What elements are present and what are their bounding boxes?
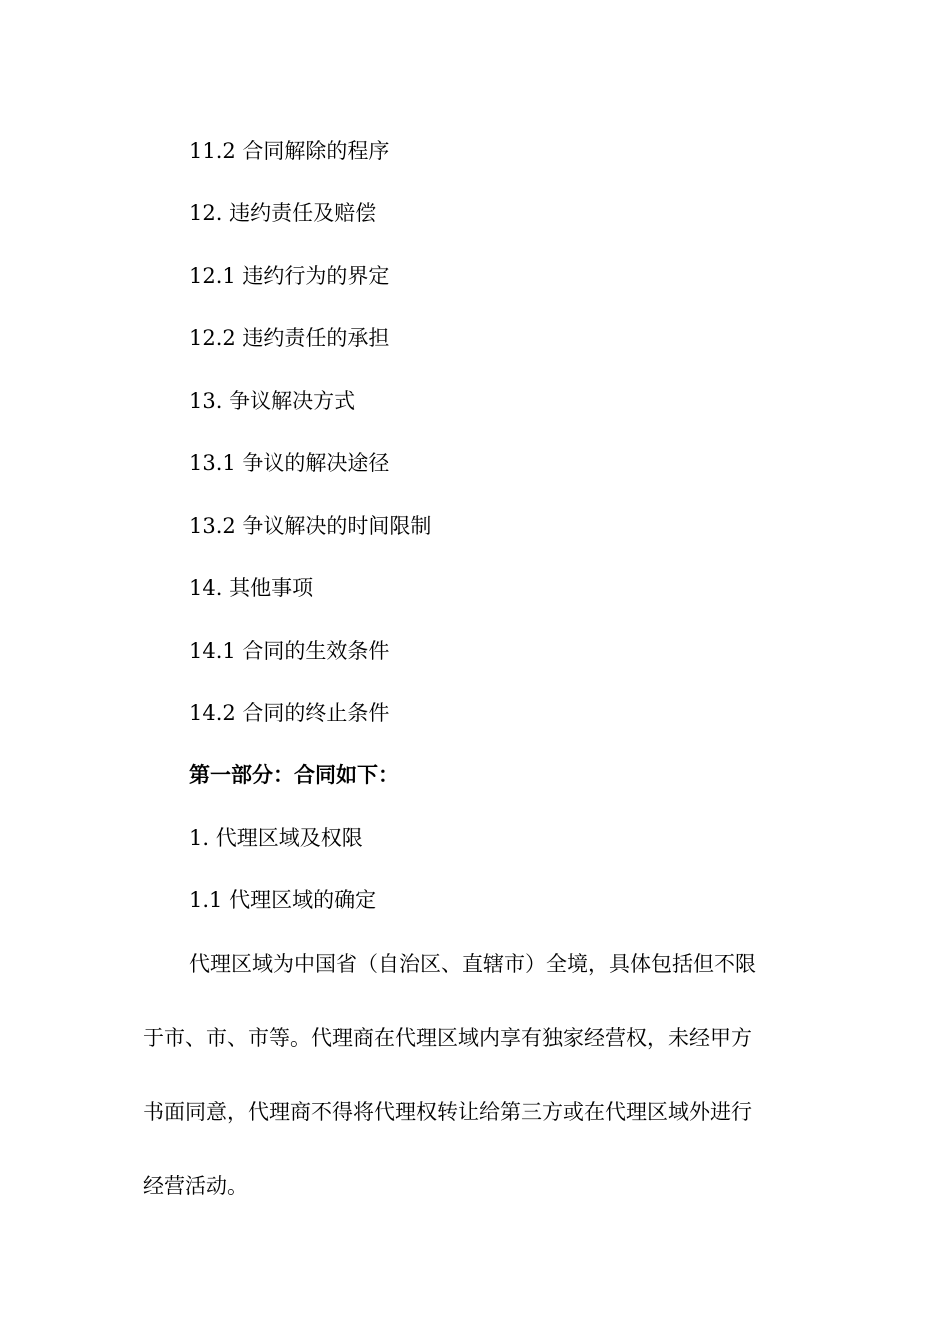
body-line: 书面同意，代理商不得将代理权转让给第三方或在代理区域外进行 (143, 1100, 752, 1124)
part-heading: 第一部分：合同如下： (189, 762, 399, 787)
toc-item: 14.1 合同的生效条件 (189, 639, 390, 663)
section-title: 1. 代理区域及权限 (189, 826, 363, 850)
toc-item: 12.2 违约责任的承担 (189, 326, 390, 350)
body-line: 代理区域为中国省（自治区、直辖市）全境，具体包括但不限 (189, 952, 756, 976)
toc-item: 11.2 合同解除的程序 (189, 139, 390, 163)
toc-item: 13.1 争议的解决途径 (189, 451, 390, 475)
subsection-title: 1.1 代理区域的确定 (189, 888, 377, 912)
toc-item: 12. 违约责任及赔偿 (189, 201, 377, 225)
toc-item: 12.1 违约行为的界定 (189, 264, 390, 288)
toc-item: 14. 其他事项 (189, 576, 314, 600)
body-line: 经营活动。 (143, 1174, 248, 1198)
body-line: 于市、市、市等。代理商在代理区域内享有独家经营权，未经甲方 (143, 1026, 752, 1050)
toc-item: 14.2 合同的终止条件 (189, 701, 390, 725)
toc-item: 13.2 争议解决的时间限制 (189, 514, 432, 538)
toc-item: 13. 争议解决方式 (189, 389, 356, 413)
